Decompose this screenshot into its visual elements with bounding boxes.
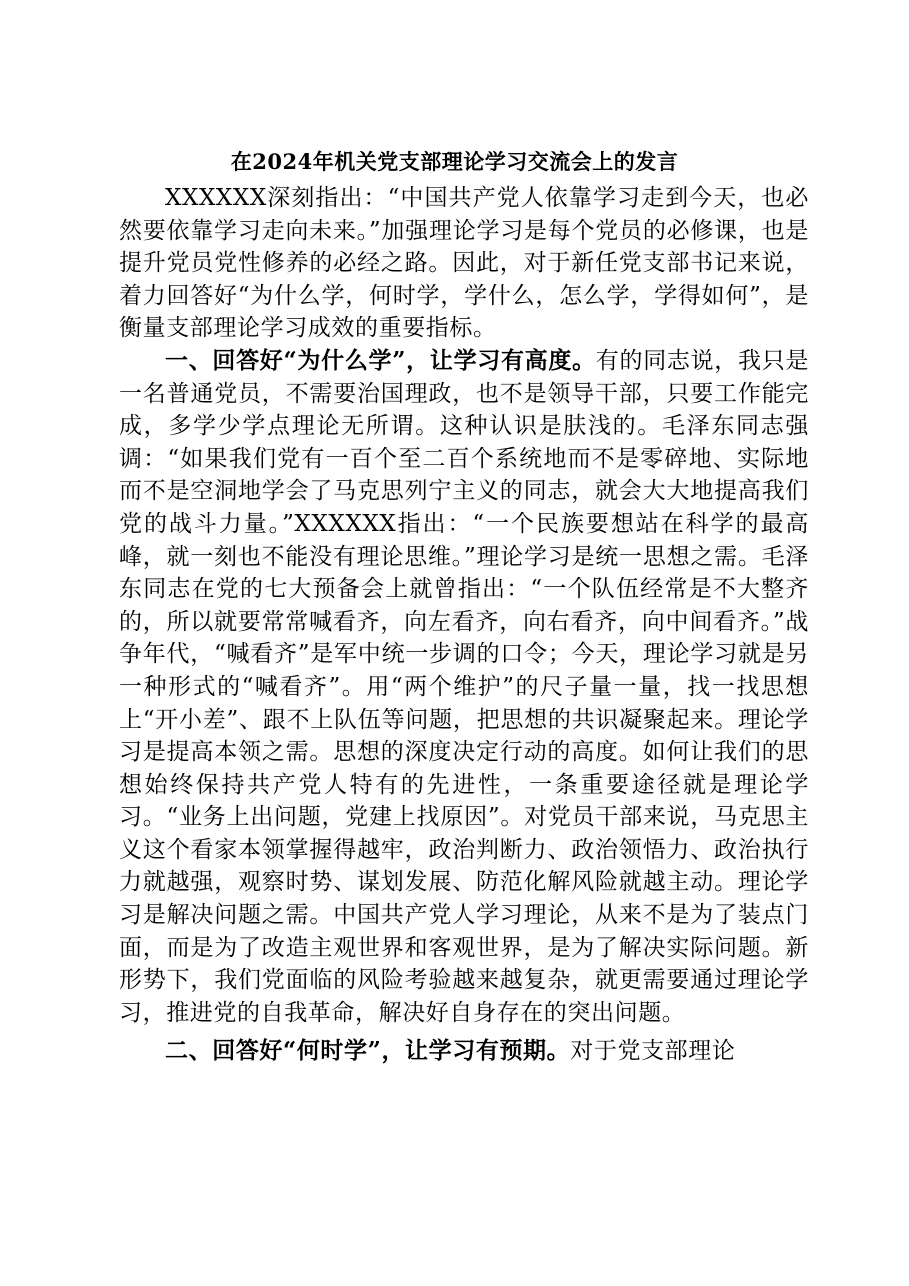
paragraph-intro bbox=[119, 182, 809, 345]
paragraph-section-1 bbox=[119, 345, 809, 1029]
document-title: 在2024年机关党支部理论学习交流会上的发言 bbox=[230, 149, 679, 174]
section-heading-why-learn: 一、回答好“为什么学”，让学习有高度。 bbox=[165, 346, 596, 374]
paragraph-section-2 bbox=[119, 1035, 809, 1068]
section-heading-when-learn: 二、回答好“何时学”，让学习有预期。 bbox=[165, 1037, 571, 1065]
paragraph-text: 有的同志说，我只是一名普通党员，不需要治国理政，也不是领导干部，只要工作能完成，多学少学点理论无所谓。这种认识是肤浅的。毛泽东同志强调：“如果我们党有一百个至二百个系统地而不是零碎地、实际地而不是空洞地学会了马克思列宁主义的同志，就会大大地提高我们党的战斗力量。”XXXXXX指出：“一个民族要想站在科学的最高峰，就一刻也不能没有理论思维。”理论学习是统一思想之需。毛泽东同志在党的七大预备会上就曾指出：“一个队伍经常是不大整齐的，所以就要常常喊看齐，向左看齐，向右看齐，向中间看齐。”战争年代，“喊看齐”是军中统一步调的口令；今天，理论学习就是另一种形式的“喊看齐”。用“两个维护”的尺子量一量，找一找思想上“开小差”、跟不上队伍等问题，把思想的共识凝聚起来。理论学习是提高本领之需。思想的深度决定行动的高度。如何让我们的思想始终保持共产党人特有的先进性，一条重要途径就是理论学习。“业务上出问题，党建上找原因”。对党员干部来说，马克思主义这个看家本领掌握得越牢，政治判断力、政治领悟力、政治执行力就越强，观察时势、谋划发展、防范化解风险就越主动。理论学习是解决问题之需。中国共产党人学习理论，从来不是为了装点门面，而是为了改造主观世界和客观世界，是为了解决实际问题。新形势下，我们党面临的风险考验越来越复杂，就更需要通过理论学习，推进党的自我革命，解决好自身存在的突出问题。 bbox=[119, 347, 810, 1026]
paragraph-text: 对于党支部理论 bbox=[570, 1038, 736, 1065]
paragraph-text: XXXXXX深刻指出：“中国共产党人依靠学习走到今天，也必然要依靠学习走向未来。”加强理论学习是每个党员的必修课，也是提升党员党性修养的必经之路。因此，对于新任党支部书记来说，着力回答好“为什么学，何时学，学什么，怎么学，学得如何”，是衡量支部理论学习成效的重要指标。 bbox=[119, 185, 809, 342]
document-body bbox=[119, 182, 809, 1068]
